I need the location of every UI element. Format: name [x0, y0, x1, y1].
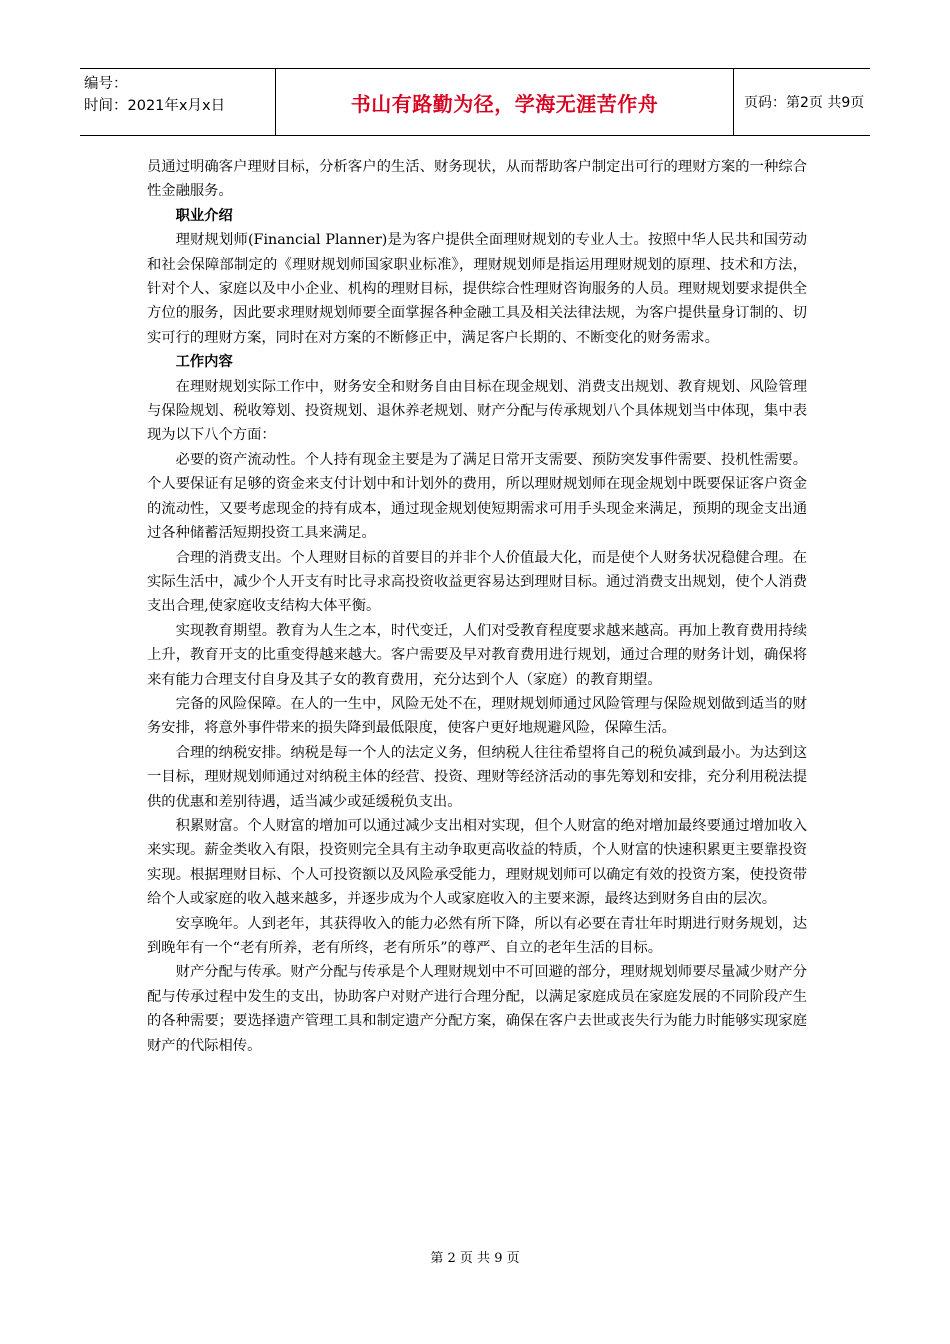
header-page-cell: [734, 69, 870, 135]
paragraph: 积累财富。个人财富的增加可以通过减少支出相对实现，但个人财富的绝对增加最终要通过增加收入来实现。薪金类收入有限，投资则完全具有主动争取更高收益的特质，个人财富的快速积累更主要靠投资实现。根据理财目标、个人可投资额以及风险承受能力，理财规划师可以确定有效的投资方案，使投资带给个人或家庭的收入越来越多，并逐步成为个人或家庭收入的主要来源，最终达到财务自由的层次。: [147, 817, 807, 908]
paragraph: 必要的资产流动性。个人持有现金主要是为了满足日常开支需要、预防突发事件需要、投机性需要。个人要保证有足够的资金来支付计划中和计划外的费用，所以理财规划师在现金规划中既要保证客户资金的流动性，又要考虑现金的持有成本，通过现金规划使短期需求可用手头现金来满足，预期的现金支出通过各种储蓄活短期投资工具来满足。: [147, 451, 807, 542]
paragraph: 完备的风险保障。在人的一生中，风险无处不在，理财规划师通过风险管理与保险规划做到适当的财务安排，将意外事件带来的损失降到最低限度，使客户更好地规避风险，保障生活。: [147, 695, 807, 737]
paragraph: 安享晚年。人到老年，其获得收入的能力必然有所下降，所以有必要在青壮年时期进行财务规划，达到晚年有一个“老有所养，老有所终，老有所乐”的尊严、自立的老年生活的目标。: [147, 915, 807, 956]
document-body: [147, 155, 807, 1058]
paragraph: 理财规划师(Financial Planner)是为客户提供全面理财规划的专业人士。按照中华人民共和国劳动和社会保障部制定的《理财规划师国家职业标准》，理财规划师是指运用理财规划的原理、技术和方法，针对个人、家庭以及中小企业、机构的理财目标，提供综合性理财咨询服务的人员。理财规划要求提供全方位的服务，因此要求理财规划师要全面掌握各种金融工具及相关法律法规，为客户提供量身订制的、切实可行的理财方案，同时在对方案的不断修正中，满足客户长期的、不断变化的财务需求。: [147, 232, 807, 346]
paragraph: 实现教育期望。教育为人生之本，时代变迁，人们对受教育程度要求越来越高。再加上教育费用持续上升，教育开支的比重变得越来越大。客户需要及早对教育费用进行规划，通过合理的财务计划，确保将来有能力合理支付自身及其子女的教育费用，充分达到个人（家庭）的教育期望。: [147, 622, 807, 688]
date-line: 时间：2021年x月x日: [84, 98, 226, 114]
section-heading-career-intro: 职业介绍: [175, 207, 233, 224]
paragraph: 在理财规划实际工作中，财务安全和财务自由目标在现金规划、消费支出规划、教育规划、风险管理与保险规划、税收筹划、投资规划、退休养老规划、财产分配与传承规划八个具体规划当中体现，集中表现为以下八个方面：: [147, 378, 807, 444]
header-motto-cell: [276, 69, 734, 135]
doc-number-label: 编号：: [84, 76, 128, 92]
page-footer: [0, 1247, 950, 1266]
paragraph: 合理的消费支出。个人理财目标的首要目的并非个人价值最大化，而是使个人财务状况稳健合理。在实际生活中，减少个人开支有时比寻求高投资收益更容易达到理财目标。通过消费支出规划，使个人消费支出合理,使家庭收支结构大体平衡。: [147, 549, 807, 615]
paragraph-continued: 员通过明确客户理财目标，分析客户的生活、财务现状，从而帮助客户制定出可行的理财方案的一种综合性金融服务。: [147, 159, 807, 200]
page-indicator: 页码：第2页 共9页: [744, 95, 865, 111]
paragraph: 合理的纳税安排。纳税是每一个人的法定义务，但纳税人往往希望将自己的税负减到最小。为达到这一目标，理财规划师通过对纳税主体的经营、投资、理财等经济活动的事先筹划和安排，充分利用税法提供的优惠和差别待遇，适当减少或延缓税负支出。: [147, 744, 807, 810]
page-header: [80, 68, 870, 136]
paragraph: 财产分配与传承。财产分配与传承是个人理财规划中不可回避的部分，理财规划师要尽量减少财产分配与传承过程中发生的支出，协助客户对财产进行合理分配，以满足家庭成员在家庭发展的不同阶段产生的各种需要；要选择遗产管理工具和制定遗产分配方案，确保在客户去世或丧失行为能力时能够实现家庭财产的代际相传。: [147, 964, 807, 1054]
motto-text: 书山有路勤为径，学海无涯苦作舟: [350, 91, 659, 116]
header-info-cell: [80, 69, 276, 135]
footer-page-number: 第 2 页 共 9 页: [430, 1251, 520, 1266]
section-heading-work-content: 工作内容: [175, 354, 233, 371]
